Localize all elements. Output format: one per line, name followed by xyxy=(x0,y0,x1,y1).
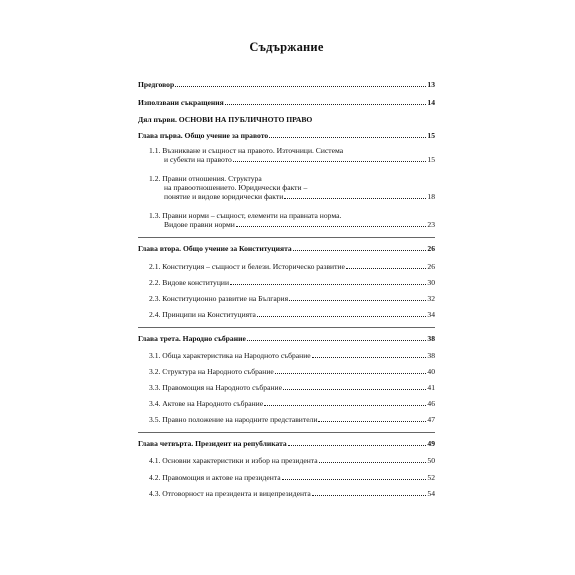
toc-page-number: 34 xyxy=(427,310,435,319)
toc-section-label: 3.5. Правно положение на народните представители xyxy=(149,415,318,424)
toc-entry-label: Предговор xyxy=(138,80,175,89)
toc-page-number: 47 xyxy=(427,415,435,424)
dot-leader xyxy=(312,495,427,496)
toc-section-3-1[interactable] xyxy=(149,351,435,360)
toc-section-label: 4.2. Правомощия и актове на президента xyxy=(149,473,281,482)
toc-page-number: 54 xyxy=(427,489,435,498)
page-title: Съдържание xyxy=(249,40,324,54)
toc-chapter-2[interactable] xyxy=(138,244,435,253)
toc-chapter-title: Глава трета. Народно събрание xyxy=(138,334,246,343)
toc-section-2-3[interactable] xyxy=(149,294,435,303)
dot-leader xyxy=(312,357,427,358)
toc-section-label: и субекти на правото xyxy=(164,155,232,164)
dot-leader xyxy=(282,479,427,480)
toc-section-label: 2.1. Конституция – същност и белези. Историческо развитие xyxy=(149,262,345,271)
toc-page-number: 30 xyxy=(427,278,435,287)
toc-section-2-4[interactable] xyxy=(149,310,435,319)
toc-entry-label: Използвани съкращения xyxy=(138,98,224,107)
dot-leader xyxy=(289,300,426,301)
toc-page-number: 46 xyxy=(427,399,435,408)
toc-section-4-1[interactable] xyxy=(149,456,435,465)
toc-page-number: 50 xyxy=(427,456,435,465)
toc-chapter-4[interactable] xyxy=(138,439,435,448)
toc-section-4-2[interactable] xyxy=(149,473,435,482)
toc-page-number: 26 xyxy=(427,262,435,271)
toc-section-line-last xyxy=(149,220,435,229)
toc-entry-sakrashtenia[interactable] xyxy=(138,98,435,107)
toc-entry-predgovor[interactable] xyxy=(138,80,435,89)
toc-page-number: 14 xyxy=(427,98,435,107)
toc-section-line: 1.3. Правни норми – същност, елементи на правната норма. xyxy=(149,211,342,220)
toc-section-label: 3.2. Структура на Народното събрание xyxy=(149,367,274,376)
dot-leader xyxy=(269,137,426,138)
toc-section-label: 3.1. Обща характеристика на Народното събрание xyxy=(149,351,311,360)
toc-section-label: 4.3. Отговорност на президента и вицепрезидента xyxy=(149,489,311,498)
dot-leader xyxy=(318,421,426,422)
toc-section-1-3[interactable] xyxy=(149,211,435,229)
section-divider xyxy=(138,237,435,238)
toc-chapter-1[interactable] xyxy=(138,131,435,140)
toc-section-3-4[interactable] xyxy=(149,399,435,408)
toc-section-2-2[interactable] xyxy=(149,278,435,287)
toc-page-number: 32 xyxy=(427,294,435,303)
toc-section-label: 3.4. Актове на Народното събрание xyxy=(149,399,264,408)
toc-page-number: 23 xyxy=(427,220,435,229)
dot-leader xyxy=(225,104,427,105)
dot-leader xyxy=(288,445,427,446)
toc-section-label: 2.3. Конституционно развитие на България xyxy=(149,294,289,303)
toc-section-1-1[interactable] xyxy=(149,146,435,164)
toc-chapter-3[interactable] xyxy=(138,334,435,343)
toc-page-number: 13 xyxy=(427,80,435,89)
dot-leader xyxy=(275,373,427,374)
dot-leader xyxy=(293,250,427,251)
toc-section-line-last xyxy=(149,192,435,201)
toc-page xyxy=(138,0,435,575)
toc-page-number: 40 xyxy=(427,367,435,376)
dot-leader xyxy=(236,226,427,227)
section-divider xyxy=(138,432,435,433)
toc-chapter-title: Глава втора. Общо учение за Конституцията xyxy=(138,244,292,253)
toc-section-line: на правоотношението. Юридически факти – xyxy=(164,183,308,192)
toc-section-label: 2.2. Видове конституции xyxy=(149,278,230,287)
toc-section-line: 1.2. Правни отношения. Структура xyxy=(149,174,262,183)
dot-leader xyxy=(247,340,427,341)
toc-page-number: 18 xyxy=(427,192,435,201)
toc-section-line: 1.1. Възникване и същност на правото. Източници. Система xyxy=(149,146,344,155)
toc-section-label: 2.4. Принципи на Конституцията xyxy=(149,310,256,319)
dot-leader xyxy=(175,86,426,87)
toc-section-label: 3.3. Правомощия на Народното събрание xyxy=(149,383,282,392)
toc-page-number: 49 xyxy=(427,439,435,448)
toc-page-number: 38 xyxy=(427,351,435,360)
toc-section-2-1[interactable] xyxy=(149,262,435,271)
toc-page-number: 15 xyxy=(427,155,435,164)
dot-leader xyxy=(346,268,427,269)
dot-leader xyxy=(257,316,427,317)
toc-page-number: 15 xyxy=(427,131,435,140)
dot-leader xyxy=(319,462,427,463)
dot-leader xyxy=(283,389,426,390)
toc-chapter-title: Глава четвърта. Президент на републиката xyxy=(138,439,287,448)
toc-section-3-3[interactable] xyxy=(149,383,435,392)
dot-leader xyxy=(264,405,426,406)
toc-section-3-5[interactable] xyxy=(149,415,435,424)
toc-page-number: 41 xyxy=(427,383,435,392)
toc-section-label: 4.1. Основни характеристики и избор на президента xyxy=(149,456,318,465)
toc-section-3-2[interactable] xyxy=(149,367,435,376)
toc-section-4-3[interactable] xyxy=(149,489,435,498)
toc-section-label: Видове правни норми xyxy=(164,220,235,229)
toc-page-number: 38 xyxy=(427,334,435,343)
toc-section-1-2[interactable] xyxy=(149,174,435,201)
toc-section-label: понятие и видове юридически факти xyxy=(164,192,284,201)
toc-page-number: 52 xyxy=(427,473,435,482)
toc-chapter-title: Глава първа. Общо учение за правото xyxy=(138,131,269,140)
dot-leader xyxy=(233,161,427,162)
section-divider xyxy=(138,327,435,328)
toc-section-line-last xyxy=(149,155,435,164)
toc-page-number: 26 xyxy=(427,244,435,253)
toc-part-heading: Дял първи. ОСНОВИ НА ПУБЛИЧНОТО ПРАВО xyxy=(138,115,313,124)
dot-leader xyxy=(284,198,426,199)
dot-leader xyxy=(230,284,426,285)
